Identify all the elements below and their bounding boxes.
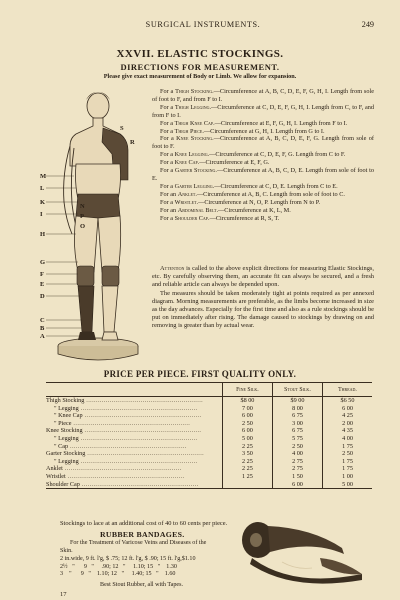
price-row <box>46 405 372 413</box>
price-row <box>46 412 372 420</box>
instruction-item-name: Thigh Knee Cap <box>174 119 214 127</box>
price-row-label-cell <box>46 465 222 473</box>
figure-letter-o: O <box>80 223 86 230</box>
figure-letter-s: S <box>120 125 124 132</box>
leader-dots: ............................................................ <box>78 404 198 412</box>
price-thread: 1 00 <box>323 473 373 481</box>
instruction-prefix: For a <box>160 127 175 135</box>
figure-letter-c: C <box>40 317 45 324</box>
page-number: 249 <box>361 20 374 29</box>
price-stout: 5 75 <box>272 435 322 443</box>
price-thread: $6 50 <box>323 397 373 405</box>
instruction-text: .—Circumference at G, H, I. Length from G to I. <box>202 127 325 135</box>
rubber-footer: Best Stout Rubber, all with Tapes. <box>100 582 183 588</box>
price-thread: 4 35 <box>323 427 373 435</box>
leader-dots: ............................................................ <box>78 457 198 465</box>
price-row-label: " Legging <box>54 457 79 465</box>
instruction-item <box>152 199 374 207</box>
price-row-label: Garter Stocking <box>46 450 86 458</box>
price-stout: 6 00 <box>272 481 322 489</box>
instruction-prefix: For a <box>160 151 175 159</box>
price-fine: 2 25 <box>222 443 272 451</box>
figure-letter-p: P <box>80 213 84 220</box>
instruction-item <box>152 183 374 191</box>
rubber-row: 2 in.wide, 9 ft. l'g, $ .75; 12 ft. l'g, $ .90; 15 ft. l'g,$1.10 <box>60 556 196 562</box>
leader-dots: ............................................................ <box>84 397 204 404</box>
figure-letter-m: M <box>40 173 47 180</box>
price-fine: 7 00 <box>222 405 272 413</box>
instruction-item <box>152 135 374 151</box>
instruction-item-name: Thigh Stocking <box>175 88 213 95</box>
price-thread: 1 75 <box>323 443 373 451</box>
price-row-label: Knee Stocking <box>46 427 83 435</box>
price-row <box>46 481 372 489</box>
instruction-text: .—Circumference at C, D, E, F, G, H, I. Length from C, to F, and from F to I. <box>152 103 375 119</box>
price-table <box>46 382 372 489</box>
leader-dots: ............................................................ <box>85 450 205 458</box>
price-thread: 1 75 <box>323 458 373 466</box>
price-row-label-cell <box>46 420 222 428</box>
price-col-fine-silk: Fine Silk. <box>222 383 272 397</box>
price-row <box>46 450 372 458</box>
instruction-item-name: Knee Legging <box>174 151 208 159</box>
section-title: XXVII. ELASTIC STOCKINGS. <box>116 48 284 60</box>
figure-letter-e: E <box>40 281 45 288</box>
leader-dots: ............................................................ <box>79 480 199 488</box>
price-row <box>46 397 372 405</box>
attention-lead: Attention <box>160 265 185 272</box>
rubber-row: 2½ " 9 " .90; 12 " 1.10; 15 " 1.30 <box>60 563 177 570</box>
instruction-prefix: For a <box>160 103 175 111</box>
attention-paragraph <box>152 265 374 290</box>
price-row-label: " Knee Cap <box>54 412 83 420</box>
rubber-bandages-description <box>60 540 218 555</box>
instruction-item-name: Shoulder Cap <box>174 214 209 222</box>
instruction-item-name: Garter Stocking <box>174 167 216 175</box>
price-stout: 2 75 <box>272 458 322 466</box>
price-row-label-cell <box>46 435 222 443</box>
running-head <box>32 20 374 29</box>
rubber-description-text: For the Treatment of Varicose Veins and Diseases of the Skin. <box>60 540 207 554</box>
instruction-item-name: Anklet <box>177 190 196 198</box>
instruction-prefix: For a <box>160 135 177 143</box>
instruction-prefix: For an <box>160 190 178 198</box>
price-stout: 2 50 <box>272 443 322 451</box>
price-stout: 4 00 <box>272 450 322 458</box>
leader-dots: ............................................................ <box>68 442 187 450</box>
instruction-item <box>152 104 374 120</box>
price-row-label: " Cap <box>54 442 69 450</box>
price-row-label-cell <box>46 397 222 405</box>
price-stout: 8 00 <box>272 405 322 413</box>
price-row-label: Wristlet <box>46 472 66 480</box>
figure-letter-b: B <box>40 325 45 332</box>
instruction-item <box>152 215 374 223</box>
figure-letter-k: K <box>40 199 46 206</box>
price-row-label: " Piece <box>54 419 72 427</box>
instruction-prefix: For a <box>160 198 175 206</box>
price-row-label-cell <box>46 481 222 489</box>
price-row-label: Thigh Stocking <box>46 397 85 404</box>
instruction-prefix: For a <box>160 182 175 190</box>
measures-paragraph: The measures should be taken moderately tight at points required as per annexed diagram. Morning measurements are preferable, as the limbs become increased in size as the day advances. Especially for the first time and also as a rule stockings should be put on immediately after rising. The damage caused to stockings by drawing on and removing is greater than by actual wear. <box>152 289 374 330</box>
price-stout: 6 75 <box>272 412 322 420</box>
price-stout: 6 75 <box>272 427 322 435</box>
price-row-label-cell <box>46 473 222 481</box>
instruction-item-name: Thigh Piece <box>174 127 203 135</box>
price-fine: 2 25 <box>222 465 272 473</box>
instruction-item <box>152 191 374 199</box>
section-subtitle: DIRECTIONS FOR MEASUREMENT. <box>120 62 280 72</box>
instruction-text: .—Circumference at E, F, G, H, I. Length from F to I. <box>213 119 348 127</box>
leader-dots: ............................................................ <box>71 419 191 427</box>
price-thread: 6 00 <box>323 405 373 413</box>
figure-letter-d: D <box>40 293 45 300</box>
instruction-text: .—Circumference at A, B, C, D, E, F, G. Length from sole of foot to F. <box>152 135 374 151</box>
instruction-item <box>152 207 374 215</box>
instruction-item-name: Knee Cap <box>174 159 198 167</box>
instruction-text: .—Circumference at A, B, C, D, E. Length from sole of foot to E. <box>152 167 374 182</box>
price-row-label-cell <box>46 427 222 435</box>
price-table-title: PRICE PER PIECE. FIRST QUALITY ONLY. <box>103 369 297 379</box>
running-title: SURGICAL INSTRUMENTS. <box>145 20 261 29</box>
price-fine: 6 00 <box>222 412 272 420</box>
instruction-prefix: For a <box>160 159 175 167</box>
price-row <box>46 435 372 443</box>
instruction-item <box>152 167 374 183</box>
figure-letter-g: G <box>40 259 46 266</box>
instruction-text: .—Circumference at C, D, E. Length from C to E. <box>212 182 338 190</box>
price-table-header <box>46 383 372 397</box>
woman-figure-illustration <box>40 84 152 362</box>
instruction-prefix: For a <box>160 88 176 95</box>
lace-note: Stockings to lace at an additional cost of 40 to 60 cents per piece. <box>60 520 228 527</box>
rubber-bandages-title: RUBBER BANDAGES. <box>100 530 185 539</box>
price-stout: 1 50 <box>272 473 322 481</box>
price-thread: 5 00 <box>323 481 373 489</box>
price-row-label-cell <box>46 443 222 451</box>
price-row-label-cell <box>46 450 222 458</box>
price-row-label: " Legging <box>54 434 79 442</box>
figure-letter-f: F <box>40 271 44 278</box>
price-row-label-cell <box>46 405 222 413</box>
price-fine: 1 25 <box>222 473 272 481</box>
section-note: Please give exact measurement of Body or Limb. We allow for expansion. <box>103 73 297 80</box>
attention-notes <box>152 265 374 331</box>
measurement-instructions <box>152 88 374 222</box>
price-thread: 4 00 <box>323 435 373 443</box>
price-thread: 4 25 <box>323 412 373 420</box>
instruction-item <box>152 151 374 159</box>
price-col-item <box>46 383 222 397</box>
leader-dots: ............................................................ <box>82 427 202 435</box>
instruction-item <box>152 120 374 128</box>
instruction-item <box>152 159 374 167</box>
price-thread: 1 75 <box>323 465 373 473</box>
instruction-item-name: Garter Legging <box>174 182 213 190</box>
figure-letter-i: I <box>40 211 43 218</box>
price-col-thread: Thread. <box>323 383 373 397</box>
price-row-label-cell <box>46 458 222 466</box>
price-row <box>46 420 372 428</box>
price-fine: 3 50 <box>222 450 272 458</box>
instruction-text: .—Circumference at A, B, C. Length from sole of foot to C. <box>195 190 345 198</box>
price-row-label: Shoulder Cap <box>46 480 80 488</box>
price-fine: 6 00 <box>222 427 272 435</box>
price-thread: 2 00 <box>323 420 373 428</box>
instruction-item <box>152 128 374 136</box>
price-row-label-cell <box>46 412 222 420</box>
figure-letter-l: L <box>40 185 45 192</box>
instruction-text: .—Circumference at E, F, G. <box>197 159 270 167</box>
rubber-price-rows <box>60 556 196 579</box>
price-fine: 2 50 <box>222 420 272 428</box>
price-fine: $8 00 <box>222 397 272 405</box>
price-fine: 2 25 <box>222 458 272 466</box>
instruction-item-name: Wristlet <box>174 198 197 206</box>
instruction-prefix: For a <box>160 167 175 175</box>
price-stout: 2 75 <box>272 465 322 473</box>
leader-dots: ............................................................ <box>78 434 198 442</box>
attention-text: is called to the above explicit directions for measuring Elastic Stockings, etc. By carefully observing them, an accurate fit can always be secured, and a fresh and reliable article can always be depended upon. <box>152 265 374 289</box>
figure-letter-r: R <box>130 139 135 146</box>
price-row <box>46 465 372 473</box>
rubber-row: 3 " 9 " 1.10; 12 " 1.40; 15 " 1.60 <box>60 571 176 578</box>
price-row <box>46 473 372 481</box>
instruction-item-name: Abdominal Belt <box>177 206 217 214</box>
instruction-text: .—Circumference at C, D, E, F, G. Length from C to F. <box>207 151 346 159</box>
price-row <box>46 458 372 466</box>
price-table-body <box>46 397 372 489</box>
instruction-text: .—Circumference at K, L, M. <box>216 206 291 214</box>
figure-letter-h: H <box>40 231 46 238</box>
price-thread: 2 50 <box>323 450 373 458</box>
measurement-figure <box>40 84 152 362</box>
instruction-text: .—Circumference at R, S, T. <box>208 214 280 222</box>
price-fine: 5 00 <box>222 435 272 443</box>
price-row <box>46 443 372 451</box>
figure-letter-a: A <box>40 333 45 340</box>
price-stout: $9 00 <box>272 397 322 405</box>
leader-dots: ............................................................ <box>62 465 182 473</box>
price-stout: 3 00 <box>272 420 322 428</box>
instruction-item <box>152 88 374 104</box>
signature-mark: 17 <box>60 591 67 598</box>
instruction-prefix: For a <box>160 119 175 127</box>
price-row-label: " Legging <box>54 404 79 412</box>
instruction-prefix: For an <box>160 206 178 214</box>
leader-dots: ............................................................ <box>65 472 185 480</box>
price-fine <box>222 481 272 489</box>
leader-dots: ............................................................ <box>82 412 202 420</box>
instruction-prefix: For a <box>160 214 175 222</box>
price-col-stout-silk: Stout Silk. <box>272 383 322 397</box>
price-row <box>46 427 372 435</box>
instruction-text: .—Circumference at N, O, P. Length from N to P. <box>196 198 321 206</box>
instruction-item-name: Knee Stocking <box>176 135 213 143</box>
rubber-bandage-illustration <box>232 518 372 590</box>
price-row-label: Anklet <box>46 465 63 473</box>
instruction-text: .—Circumference at A, B, C, D, E, F, G, H, I. Length from sole of foot to F, and from F to I. <box>152 88 374 103</box>
instruction-item-name: Thigh Legging <box>174 103 210 111</box>
figure-letter-n: N <box>80 203 85 210</box>
bandage-roll-icon <box>232 518 372 590</box>
